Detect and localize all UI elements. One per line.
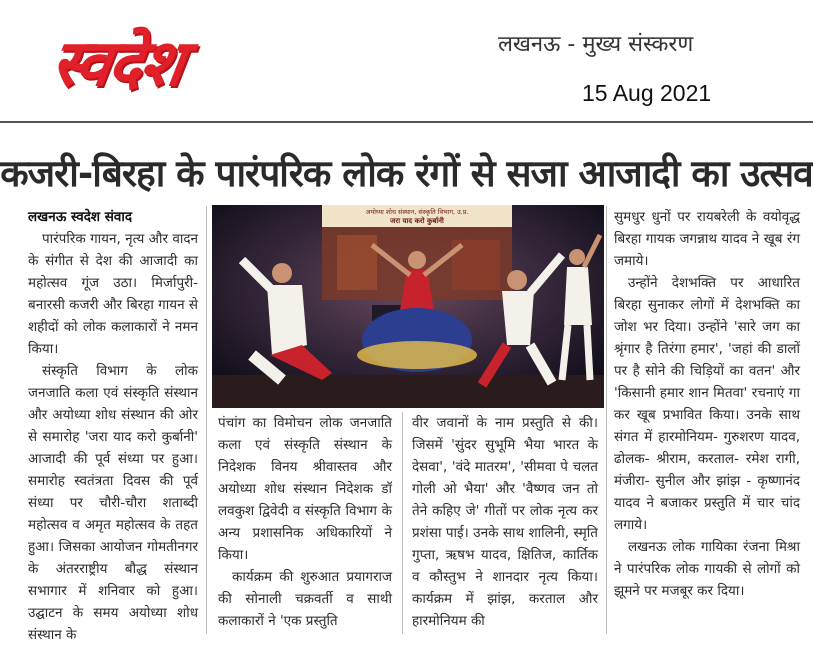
event-photo <box>212 205 604 408</box>
newspaper-logo <box>46 22 400 106</box>
column-divider <box>206 206 207 634</box>
paragraph: लखनऊ लोक गायिका रंजना मिश्रा ने पारंपरिक लोक गायकी से लोगों को झूमने पर मजबूर कर दिया। <box>614 539 800 599</box>
column-divider <box>606 206 607 634</box>
paragraph: संस्कृति विभाग के लोक जनजाति कला एवं संस्कृति संस्थान और अयोध्या शोध संस्थान की ओर से समारोह 'जरा याद करो कुर्बानी' आजादी की पूर्व संध्या पर हुआ। समारोह स्वतंत्रता दिवस की पूर्व संध्या पर चौरी-चौरा शताब्दी महोत्सव व अमृत महोत्सव के तहत हुआ। जिसका आयोजन गोमतीनगर के अंतरराष्ट्रीय बौद्ध संस्थान सभागार में शनिवार को हुआ। उद्घाटन के समय अयोध्या शोध संस्थान के <box>28 363 198 643</box>
paragraph: पंचांग का विमोचन लोक जनजाति कला एवं संस्कृति संस्थान के निदेशक विनय श्रीवास्तव और अयोध्या शोध संस्थान निदेशक डॉ लवकुश द्विवेदी व संस्कृति विभाग के अन्य प्रशासनिक अधिकारियों ने किया। <box>218 415 392 563</box>
masthead <box>0 0 813 118</box>
paragraph: पारंपरिक गायन, नृत्य और वादन के संगीत से देश की आजादी का महोत्सव गूंज उठा। मिर्जापुरी-बनारसी कजरी और बिरहा गायन से शहीदों को लोक कलाकारों ने नमन किया। <box>28 231 198 357</box>
edition-label: लखनऊ - मुख्य संस्करण <box>498 32 694 57</box>
logo-text: स्वदेश <box>46 27 188 101</box>
paragraph: उन्होंने देशभक्ति पर आधारित बिरहा सुनाकर लोगों में देशभक्ति का जोश भर दिया। उन्होंने 'सारे जग का श्रृंगार है तिरंगा हमार', 'जहां की डालों पर है सोने की चिड़ियों का वतन' और 'किसानी हमार शान मितवा' रचनाएं गा कर खूब प्रभावित किया। उनके साथ संगत में हारमोनियम- गुरुशरण यादव, ढोलक- श्रीराम, करताल- रमेश रागी, मंजीरा- सुनील और झांझ - कृष्णानंद यादव ने बजाकर प्रस्तुति में चार चांद लगाये। <box>614 275 800 533</box>
article-headline: कजरी-बिरहा के पारंपरिक लोक रंगों से सजा आजादी का उत्सव <box>0 152 813 195</box>
article-column-3 <box>412 412 598 634</box>
banner-line-1: अयोध्या शोध संस्थान, संस्कृति विभाग, उ.प्र. <box>365 208 469 216</box>
column-divider <box>402 412 403 634</box>
banner-line-2: जरा याद करो कुर्बानी <box>390 217 444 225</box>
article-column-4 <box>614 206 800 634</box>
article-column-2 <box>218 412 392 634</box>
byline: लखनऊ स्वदेश संवाद <box>28 209 133 225</box>
article-column-1 <box>28 206 198 643</box>
paragraph: सुमधुर धुनों पर रायबरेली के वयोवृद्ध बिरहा गायक जगन्नाथ यादव ने खूब रंग जमाये। <box>614 209 800 269</box>
paragraph: वीर जवानों के नाम प्रस्तुति से की। जिसमें 'सुंदर सुभूमि भैया भारत के देसवा', 'वंदे मातरम', 'सीमवा पे चलत गोली ओ भैया' और 'वैष्णव जन तो तेने कहिए जे' गीतों पर लोक नृत्य कर प्रशंसा पाई। उनके साथ शालिनी, स्मृति गुप्ता, ऋषभ यादव, क्षितिज, कार्तिक व कौस्तुभ ने शानदार नृत्य किया। कार्यक्रम में झांझ, करताल और हारमोनियम की <box>412 415 598 629</box>
stage-performance-image <box>212 205 604 408</box>
masthead-divider <box>0 121 813 123</box>
paragraph: कार्यक्रम की शुरुआत प्रयागराज की सोनाली चक्रवर्ती व साथी कलाकारों ने 'एक प्रस्तुति <box>218 569 392 629</box>
edition-date: 15 Aug 2021 <box>582 80 712 106</box>
